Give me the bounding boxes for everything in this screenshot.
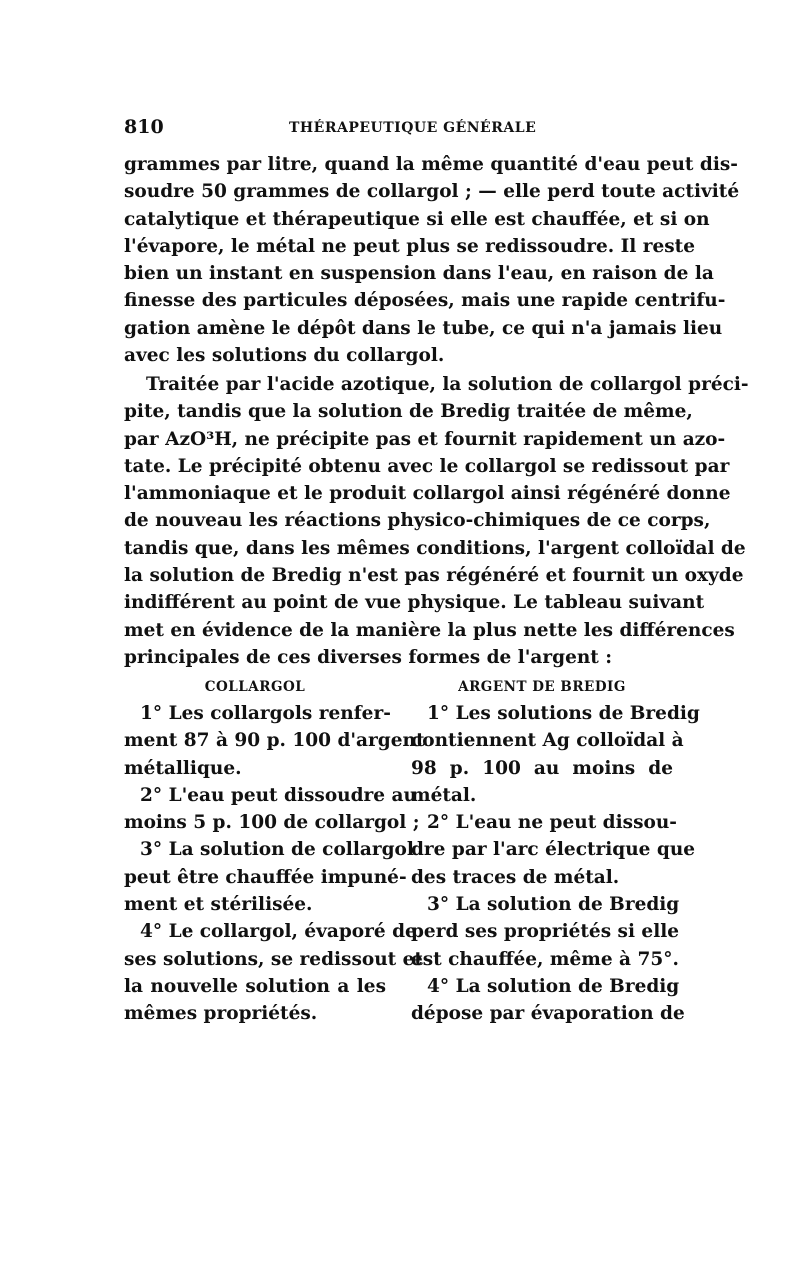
- text-line: Traitée par l'acide azotique, la solution de collargol préci-: [146, 374, 749, 395]
- text-line: mêmes propriétés.: [124, 1003, 318, 1025]
- text-line: la nouvelle solution a les: [124, 975, 386, 997]
- text-line: bien un instant en suspension dans l'eau, en raison de la: [124, 263, 714, 285]
- text-line: ment et stérilisée.: [124, 894, 313, 916]
- text-line: par AzO³H, ne précipite pas et fournit rapidement un azo-: [124, 428, 726, 450]
- text-line: peut être chauffée impuné-: [124, 866, 407, 888]
- text-line: 4° La solution de Bredig: [427, 975, 680, 997]
- text-line: moins 5 p. 100 de collargol ;: [124, 812, 420, 834]
- text-line: tandis que, dans les mêmes conditions, l'argent colloïdal de: [124, 537, 746, 559]
- column-collargol: [124, 674, 425, 1028]
- text-line: principales de ces diverses formes de l'argent :: [124, 646, 613, 668]
- text-line: l'évapore, le métal ne peut plus se redissoudre. Il reste: [124, 235, 695, 257]
- page-number: 810: [124, 116, 164, 138]
- text-line: 1° Les collargols renfer-: [140, 703, 391, 724]
- text-line: 98 p. 100 au moins de: [411, 757, 673, 779]
- text-line: finesse des particules déposées, mais une rapide centrifu-: [124, 290, 726, 312]
- text-line: métal.: [411, 784, 477, 806]
- text-line: 2° L'eau ne peut dissou-: [427, 812, 677, 834]
- text-line: est chauffée, même à 75°.: [411, 948, 679, 970]
- text-line: pite, tandis que la solution de Bredig traitée de même,: [124, 401, 693, 423]
- text-line: contiennent Ag colloïdal à: [411, 730, 684, 752]
- text-line: 2° L'eau peut dissoudre au: [140, 784, 417, 806]
- text-line: 3° La solution de Bredig: [427, 894, 680, 916]
- text-line: tate. Le précipité obtenu avec le collargol se redissout par: [124, 455, 730, 477]
- text-line: indifférent au point de vue physique. Le tableau suivant: [124, 592, 705, 614]
- text-line: 4° Le collargol, évaporé de: [140, 921, 417, 943]
- text-line: met en évidence de la manière la plus nette les différences: [124, 619, 735, 641]
- text-line: ment 87 à 90 p. 100 d'argent: [124, 730, 425, 752]
- paragraph-collargol-properties: [124, 151, 740, 369]
- running-title: THÉRAPEUTIQUE GÉNÉRALE: [289, 120, 537, 136]
- text-line: dre par l'arc électrique que: [411, 839, 696, 861]
- text-line: dépose par évaporation de: [411, 1003, 685, 1025]
- text-line: catalytique et thérapeutique si elle est chauffée, et si on: [124, 208, 710, 230]
- text-line: ses solutions, se redissout et: [124, 948, 423, 970]
- text-line: gation amène le dépôt dans le tube, ce qui n'a jamais lieu: [124, 317, 723, 339]
- column-argent-de-bredig: [411, 674, 700, 1028]
- column-heading-collargol: COLLARGOL: [204, 679, 306, 695]
- text-line: la solution de Bredig n'est pas régénéré et fournit un oxyde: [124, 565, 744, 587]
- text-line: soudre 50 grammes de collargol ; — elle perd toute activité: [124, 181, 740, 203]
- text-line: perd ses propriétés si elle: [411, 921, 680, 943]
- column-heading-bredig: ARGENT DE BREDIG: [458, 679, 626, 695]
- text-line: métallique.: [124, 757, 242, 779]
- text-line: grammes par litre, quand la même quantité d'eau peut dis-: [124, 154, 738, 175]
- comparison-table: [124, 674, 700, 1034]
- text-line: 3° La solution de collargol: [140, 839, 414, 861]
- text-line: l'ammoniaque et le produit collargol ainsi régénéré donne: [124, 483, 731, 505]
- text-line: de nouveau les réactions physico-chimiques de ce corps,: [124, 510, 711, 532]
- text-line: avec les solutions du collargol.: [124, 345, 445, 367]
- text-line: 1° Les solutions de Bredig: [427, 703, 700, 724]
- page-header: [124, 116, 676, 140]
- text-line: des traces de métal.: [411, 866, 620, 888]
- paragraph-azotic-acid: [124, 371, 749, 671]
